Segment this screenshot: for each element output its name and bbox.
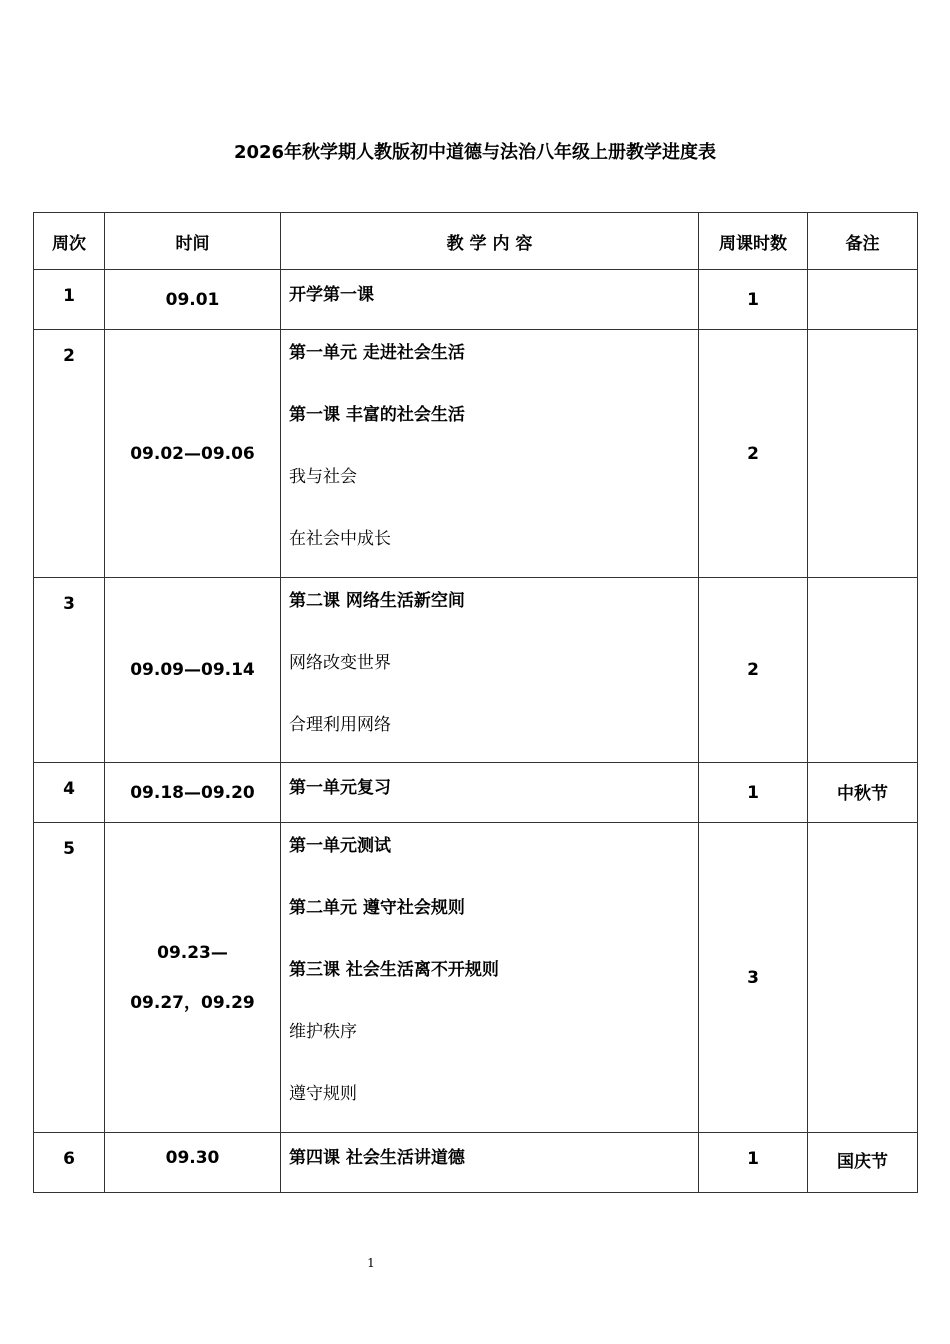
schedule-table bbox=[33, 212, 918, 1193]
header-hours: 周课时数 bbox=[699, 213, 808, 270]
table-row bbox=[34, 270, 918, 330]
note-cell bbox=[808, 330, 918, 578]
date-cell bbox=[105, 823, 281, 1133]
header-note: 备注 bbox=[808, 213, 918, 270]
note-cell bbox=[808, 270, 918, 330]
page-number: 1 bbox=[367, 1256, 375, 1270]
hours-cell: 2 bbox=[699, 330, 808, 578]
content-cell bbox=[281, 823, 699, 1133]
date-cell bbox=[105, 270, 281, 330]
content-cell bbox=[281, 763, 699, 823]
content-line: 网络改变世界 bbox=[289, 653, 391, 673]
date-cell bbox=[105, 763, 281, 823]
header-row bbox=[34, 213, 918, 270]
content-line: 第一课 丰富的社会生活 bbox=[289, 405, 465, 425]
content-cell bbox=[281, 1133, 699, 1193]
week-cell: 4 bbox=[34, 763, 105, 823]
note-cell bbox=[808, 578, 918, 763]
table-row bbox=[34, 823, 918, 1133]
content-line: 合理利用网络 bbox=[289, 715, 391, 735]
week-cell: 5 bbox=[34, 823, 105, 1133]
week-cell: 1 bbox=[34, 270, 105, 330]
header-content: 教 学 内 容 bbox=[281, 213, 699, 270]
hours-cell: 3 bbox=[699, 823, 808, 1133]
content-line: 第一单元测试 bbox=[289, 836, 391, 856]
table-row bbox=[34, 1133, 918, 1193]
table-row bbox=[34, 578, 918, 763]
content-line: 在社会中成长 bbox=[289, 529, 391, 549]
content-line: 第二课 网络生活新空间 bbox=[289, 591, 465, 611]
week-cell: 6 bbox=[34, 1133, 105, 1193]
hours-cell: 1 bbox=[699, 1133, 808, 1193]
content-line: 维护秩序 bbox=[289, 1022, 357, 1042]
hours-cell: 1 bbox=[699, 763, 808, 823]
date-cell bbox=[105, 1133, 281, 1193]
date-line: 09.02—09.06 bbox=[130, 443, 255, 464]
content-cell bbox=[281, 578, 699, 763]
week-cell: 3 bbox=[34, 578, 105, 763]
date-line: 09.18—09.20 bbox=[130, 782, 255, 803]
content-line: 第一单元 走进社会生活 bbox=[289, 343, 465, 363]
hours-cell: 2 bbox=[699, 578, 808, 763]
note-cell: 中秋节 bbox=[808, 763, 918, 823]
content-cell bbox=[281, 270, 699, 330]
date-cell bbox=[105, 330, 281, 578]
page-title: 2026年秋学期人教版初中道德与法治八年级上册教学进度表 bbox=[233, 142, 717, 163]
header-time: 时间 bbox=[105, 213, 281, 270]
table-row bbox=[34, 330, 918, 578]
content-line: 第三课 社会生活离不开规则 bbox=[289, 960, 499, 980]
content-line: 遵守规则 bbox=[289, 1084, 357, 1104]
date-line: 09.27，09.29 bbox=[130, 992, 255, 1013]
content-line: 我与社会 bbox=[289, 467, 357, 487]
date-line: 09.09—09.14 bbox=[130, 660, 255, 680]
date-line: 09.01 bbox=[165, 289, 220, 310]
date-cell bbox=[105, 578, 281, 763]
content-line: 第一单元复习 bbox=[289, 778, 391, 798]
date-line: 09.30 bbox=[165, 1148, 220, 1168]
table-row bbox=[34, 763, 918, 823]
date-line: 09.23— bbox=[157, 942, 228, 963]
content-line: 开学第一课 bbox=[289, 285, 374, 305]
hours-cell: 1 bbox=[699, 270, 808, 330]
content-cell bbox=[281, 330, 699, 578]
week-cell: 2 bbox=[34, 330, 105, 578]
note-cell: 国庆节 bbox=[808, 1133, 918, 1193]
header-week: 周次 bbox=[34, 213, 105, 270]
content-line: 第二单元 遵守社会规则 bbox=[289, 898, 465, 918]
content-line: 第四课 社会生活讲道德 bbox=[289, 1148, 465, 1168]
note-cell bbox=[808, 823, 918, 1133]
